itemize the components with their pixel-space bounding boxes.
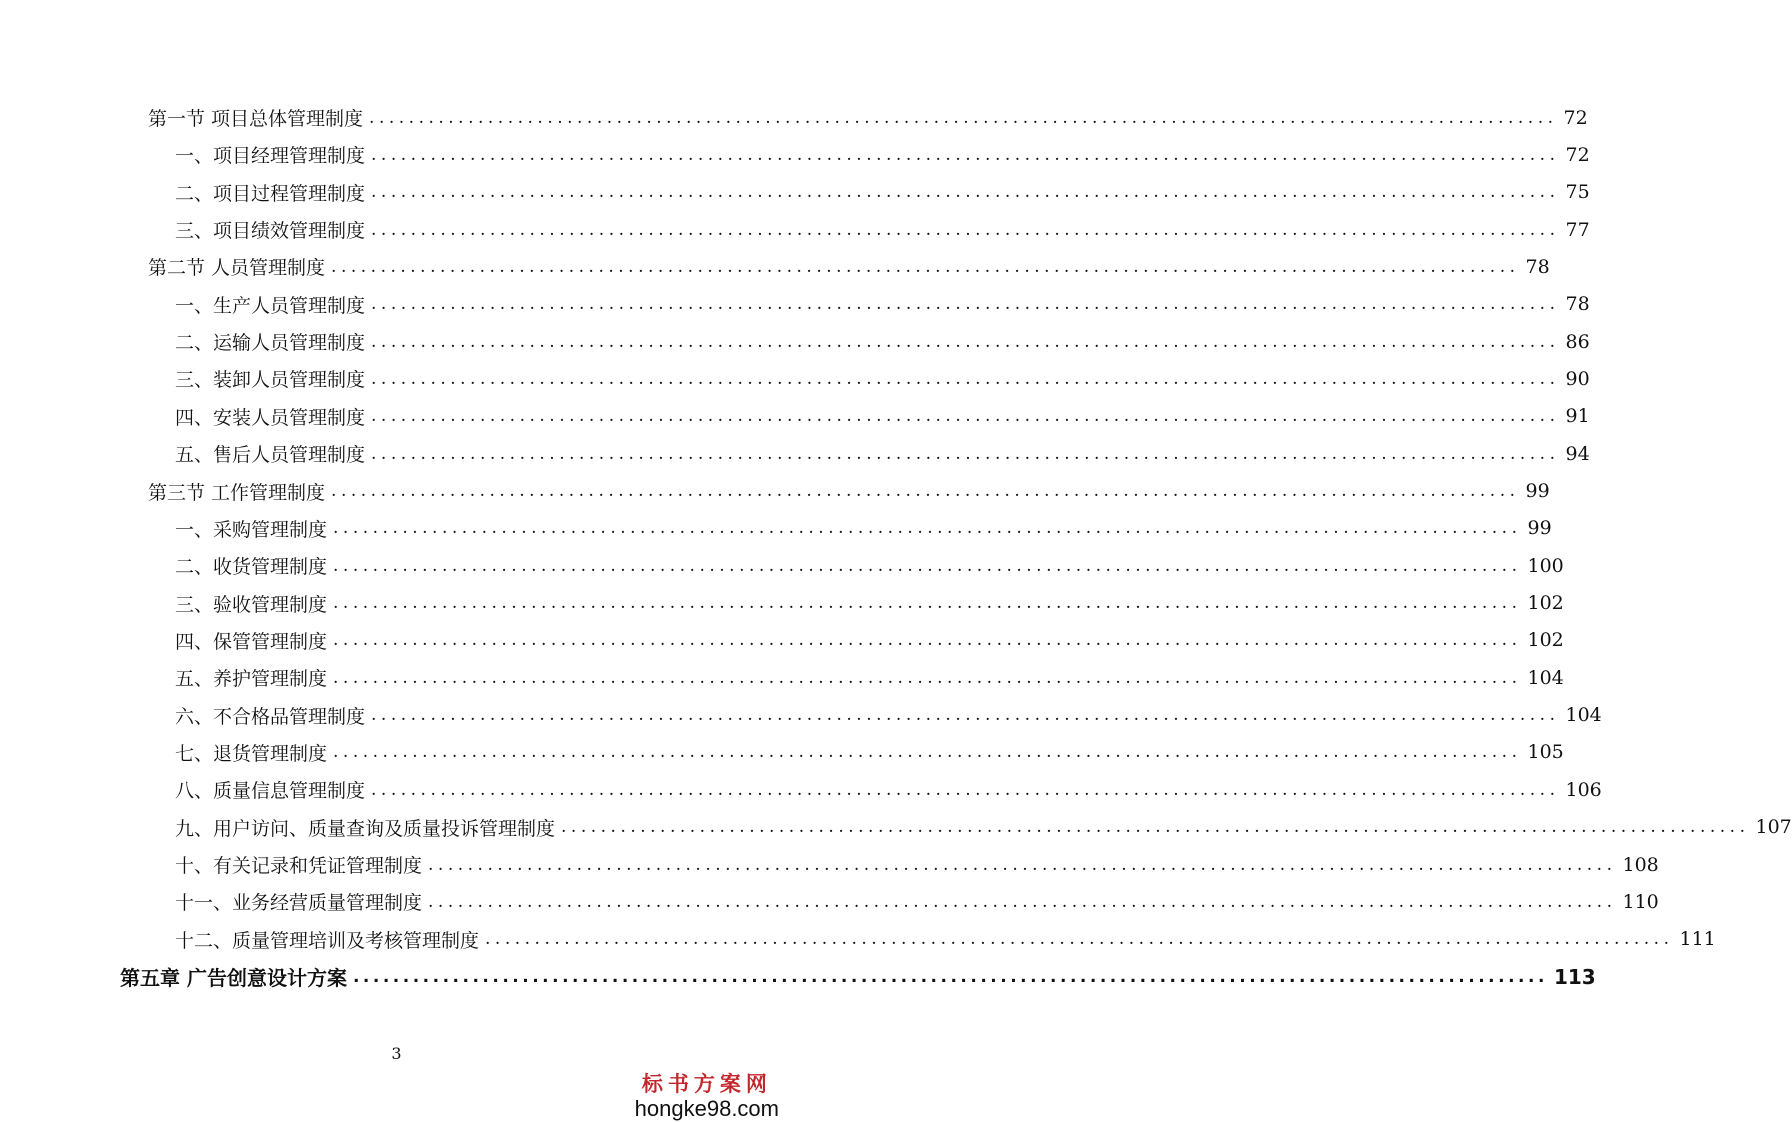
toc-entry-item [175,809,1792,846]
toc-entry-page: 72 [1563,106,1588,129]
dot-leader: ........................................................................................................................ [428,891,1617,912]
toc-entry-item [175,211,1590,248]
toc-entry-page: 78 [1525,255,1550,278]
page-number: 3 [391,1044,402,1063]
toc-entry-item [175,846,1659,883]
toc-entry-item [175,622,1564,659]
toc-entry-label: 三、装卸人员管理制度 [175,369,366,392]
toc-entry-item [175,734,1564,771]
dot-leader: ........................................................................................................................ [331,256,1520,277]
toc-entry-label: 十一、业务经营质量管理制度 [175,892,423,915]
toc-entry-page: 86 [1565,330,1590,353]
toc-entry-label: 六、不合格品管理制度 [175,705,366,728]
toc-entry-section [148,99,1588,136]
toc-entry-item [175,697,1602,734]
toc-entry-label: 十、有关记录和凭证管理制度 [175,855,423,877]
toc-entry-page: 78 [1565,293,1590,316]
toc-entry-page: 99 [1527,517,1552,540]
toc-entry-page: 104 [1565,704,1602,727]
toc-entry-item [175,547,1564,584]
toc-entry-page: 72 [1565,143,1590,166]
toc-entry-page: 77 [1565,218,1590,241]
dot-leader: ........................................................................................................................ [369,107,1558,128]
dot-leader: ........................................................................................................................ [371,443,1560,464]
dot-leader: ........................................................................................................................ [371,144,1560,165]
toc-entry-label: 二、运输人员管理制度 [175,332,366,355]
dot-leader: ........................................................................................................................ [333,555,1522,576]
toc-entry-chapter [120,958,1596,995]
toc-entry-label: 第二节 人员管理制度 [148,257,326,280]
toc-entry-label: 五、养护管理制度 [175,668,328,691]
toc-entry-label: 第五章 广告创意设计方案 [120,966,347,991]
toc-entry-label: 十二、质量管理培训及考核管理制度 [175,929,480,952]
dot-leader: ........................................................................................................................ [371,219,1560,240]
toc-entry-page: 110 [1622,890,1659,913]
toc-entry-page: 113 [1553,964,1596,989]
toc-entry-label: 一、采购管理制度 [175,518,328,541]
dot-leader: ........................................................................................................................ [352,966,1548,987]
toc-entry-page: 94 [1565,442,1590,465]
toc-entry-label: 一、项目经理管理制度 [175,145,366,168]
toc-entry-item [175,921,1716,958]
dot-leader: ........................................................................................................................ [333,630,1522,651]
dot-leader: ........................................................................................................................ [428,854,1617,875]
dot-leader: ........................................................................................................................ [331,481,1520,501]
watermark-url: hongke98.com [634,1096,779,1121]
toc-entry-label: 七、退货管理制度 [175,742,328,765]
dot-leader: ........................................................................................................................ [371,368,1560,389]
toc-entry-item [175,136,1590,173]
watermark-logo [635,1068,779,1122]
toc-entry-page: 111 [1679,928,1716,951]
toc-entry-item [175,286,1590,323]
toc-entry-page: 107 [1755,816,1792,839]
toc-entry-label: 三、项目绩效管理制度 [175,220,366,243]
toc-entry-item [175,174,1590,211]
dot-leader: ........................................................................................................................ [561,817,1750,838]
dot-leader: ........................................................................................................................ [485,929,1674,950]
dot-leader: ........................................................................................................................ [371,779,1560,800]
toc-entry-page: 108 [1622,853,1659,876]
toc-entry-item [175,435,1590,472]
toc-entry-page: 75 [1565,181,1590,204]
toc-entry-page: 102 [1527,629,1564,652]
toc-entry-item [175,510,1552,547]
toc-entry-label: 五、售后人员管理制度 [175,444,366,467]
dot-leader: ........................................................................................................................ [371,406,1560,427]
toc-entry-item [175,398,1590,435]
dot-leader: ........................................................................................................................ [371,182,1560,203]
toc-entry-section [148,248,1550,285]
toc-entry-page: 105 [1527,741,1564,764]
toc-entry-item [175,585,1564,622]
toc-entry-label: 一、生产人员管理制度 [175,294,366,317]
toc-entry-page: 100 [1527,554,1564,577]
toc-entry-page: 106 [1565,778,1602,801]
toc-entry-page: 102 [1527,592,1564,615]
toc-entry-item [175,771,1602,808]
dot-leader: ........................................................................................................................ [371,294,1560,315]
toc-entry-section [148,473,1550,510]
toc-entry-label: 二、项目过程管理制度 [175,182,366,205]
dot-leader: ........................................................................................................................ [333,593,1522,614]
watermark-name: 标书方案网 [641,1071,772,1096]
dot-leader: ........................................................................................................................ [371,331,1560,352]
dot-leader: ........................................................................................................................ [333,742,1522,763]
toc-entry-label: 九、用户访问、质量查询及质量投诉管理制度 [175,817,556,840]
toc-entry-label: 四、保管管理制度 [175,630,328,653]
toc-entry-item [175,360,1590,397]
toc-entry-label: 二、收货管理制度 [175,556,328,579]
toc-entry-page: 91 [1565,405,1590,428]
toc-entry-item [175,323,1590,360]
dot-leader: ........................................................................................................................ [333,518,1522,539]
toc-entry-label: 第三节 工作管理制度 [148,481,326,504]
toc-entry-item [175,883,1659,920]
toc-entry-page: 99 [1525,480,1550,502]
toc-entry-label: 三、验收管理制度 [175,593,328,616]
toc-entry-page: 104 [1527,666,1564,689]
toc-entry-page: 90 [1565,367,1590,390]
toc-entry-label: 四、安装人员管理制度 [175,406,366,429]
dot-leader: ........................................................................................................................ [333,667,1522,688]
toc-entry-label: 第一节 项目总体管理制度 [148,108,364,130]
toc-entry-label: 八、质量信息管理制度 [175,780,366,803]
dot-leader: ........................................................................................................................ [371,705,1560,726]
toc-entry-item [175,659,1564,696]
